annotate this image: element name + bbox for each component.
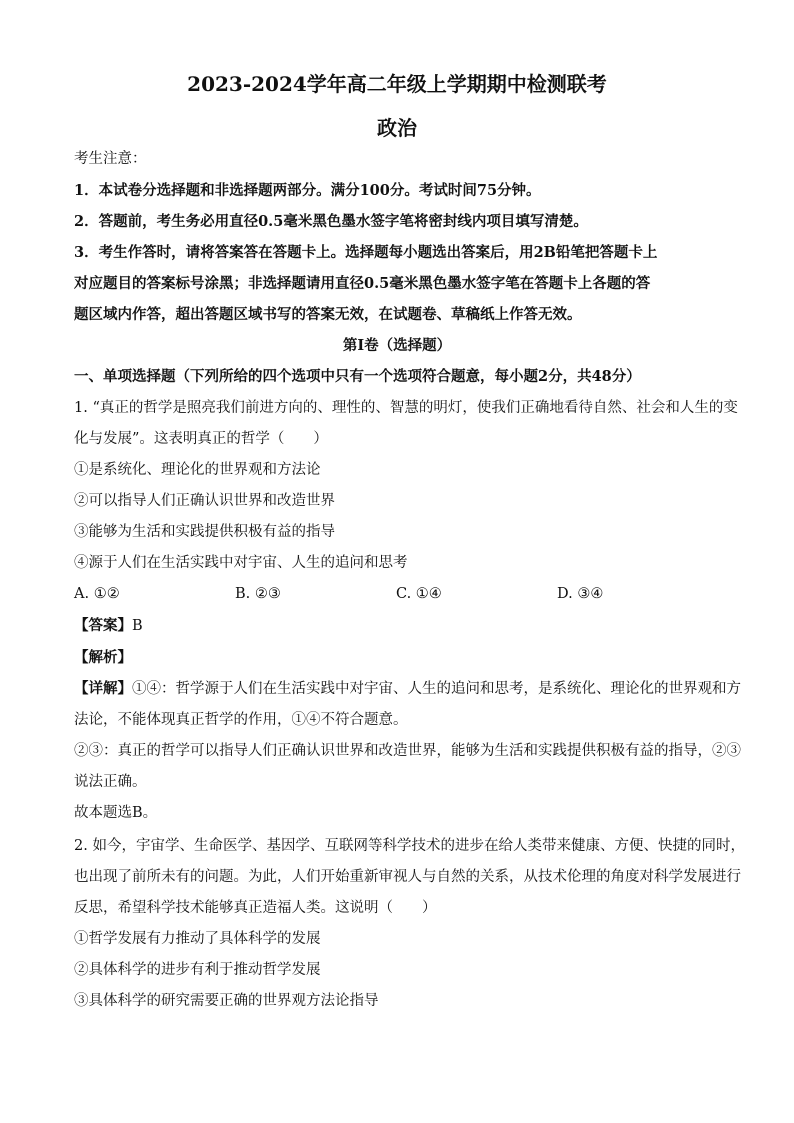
notice-item: 1．本试卷分选择题和非选择题两部分。满分100分。考试时间75分钟。: [74, 182, 541, 199]
question-2: [74, 831, 745, 1017]
notice-item: 2．答题前，考生务必用直径0.5毫米黑色墨水签字笔将密封线内项目填写清楚。: [74, 213, 588, 230]
subject-title: 政治: [377, 116, 417, 140]
detail-text: 法论，不能体现真正哲学的作用，①④不符合题意。: [74, 712, 408, 728]
option-c: C. ①④: [396, 586, 442, 602]
statement: ①是系统化、理论化的世界观和方法论: [74, 462, 321, 478]
statement: ④源于人们在生活实践中对宇宙、人生的追问和思考: [74, 555, 408, 571]
statement: ③具体科学的研究需要正确的世界观方法论指导: [74, 993, 379, 1009]
statement: ③能够为生活和实践提供积极有益的指导: [74, 524, 335, 540]
notice-item: 对应题目的答案标号涂黑；非选择题请用直径0.5毫米黑色墨水签字笔在答题卡上各题的答: [74, 275, 651, 292]
answer-value: B: [132, 618, 143, 634]
detail-line: [74, 673, 741, 705]
notice-item: 题区域内作答，超出答题区域书写的答案无效，在试题卷、草稿纸上作答无效。: [74, 306, 582, 323]
detail-text: ②③：真正的哲学可以指导人们正确认识世界和改造世界，能够为生活和实践提供积极有益的指导，②③: [74, 743, 741, 759]
option-d: D. ③④: [557, 586, 604, 602]
statement: ①哲学发展有力推动了具体科学的发展: [74, 931, 321, 947]
section-heading: 一、单项选择题（下列所给的四个选项中只有一个选项符合题意，每小题2分，共48分）: [74, 368, 641, 385]
question-stem: 2. 如今，宇宙学、生命医学、基因学、互联网等科学技术的进步在给人类带来健康、方便、快捷的同时，: [74, 838, 745, 854]
notice-block: [74, 144, 720, 392]
detail-text: 说法正确。: [74, 774, 147, 790]
answer-line: [74, 610, 720, 642]
detail-text: 故本题选B。: [74, 805, 158, 821]
exam-title: 2023-2024学年高二年级上学期期中检测联考: [187, 72, 607, 96]
volume-heading: 第Ⅰ卷（选择题）: [342, 337, 452, 354]
detail-text: ①④：哲学源于人们在生活实践中对宇宙、人生的追问和思考，是系统化、理论化的世界观和方: [132, 681, 741, 697]
question-stem: 化与发展”。这表明真正的哲学（ ）: [74, 431, 328, 447]
answer-tag: 【答案】: [74, 617, 132, 634]
options-row: [74, 579, 720, 610]
notice-heading: 考生注意：: [74, 151, 147, 167]
question-stem: 也出现了前所未有的问题。为此，人们开始重新审视人与自然的关系，从技术伦理的角度对科学发展进行: [74, 869, 741, 885]
statement: ②具体科学的进步有利于推动哲学发展: [74, 962, 321, 978]
statement: ②可以指导人们正确认识世界和改造世界: [74, 493, 335, 509]
question-1: [74, 393, 741, 829]
question-stem: 1. “真正的哲学是照亮我们前进方向的、理性的、智慧的明灯，使我们正确地看待自然、社会和人生的变: [74, 400, 738, 416]
analysis-tag: 【解析】: [74, 649, 132, 666]
option-b: B. ②③: [235, 586, 281, 602]
option-a: A. ①②: [74, 586, 120, 602]
notice-item: 3．考生作答时，请将答案答在答题卡上。选择题每小题选出答案后，用2B铅笔把答题卡上: [74, 244, 658, 261]
question-stem: 反思，希望科学技术能够真正造福人类。这说明（ ）: [74, 900, 437, 916]
detail-tag: 【详解】: [74, 680, 132, 697]
